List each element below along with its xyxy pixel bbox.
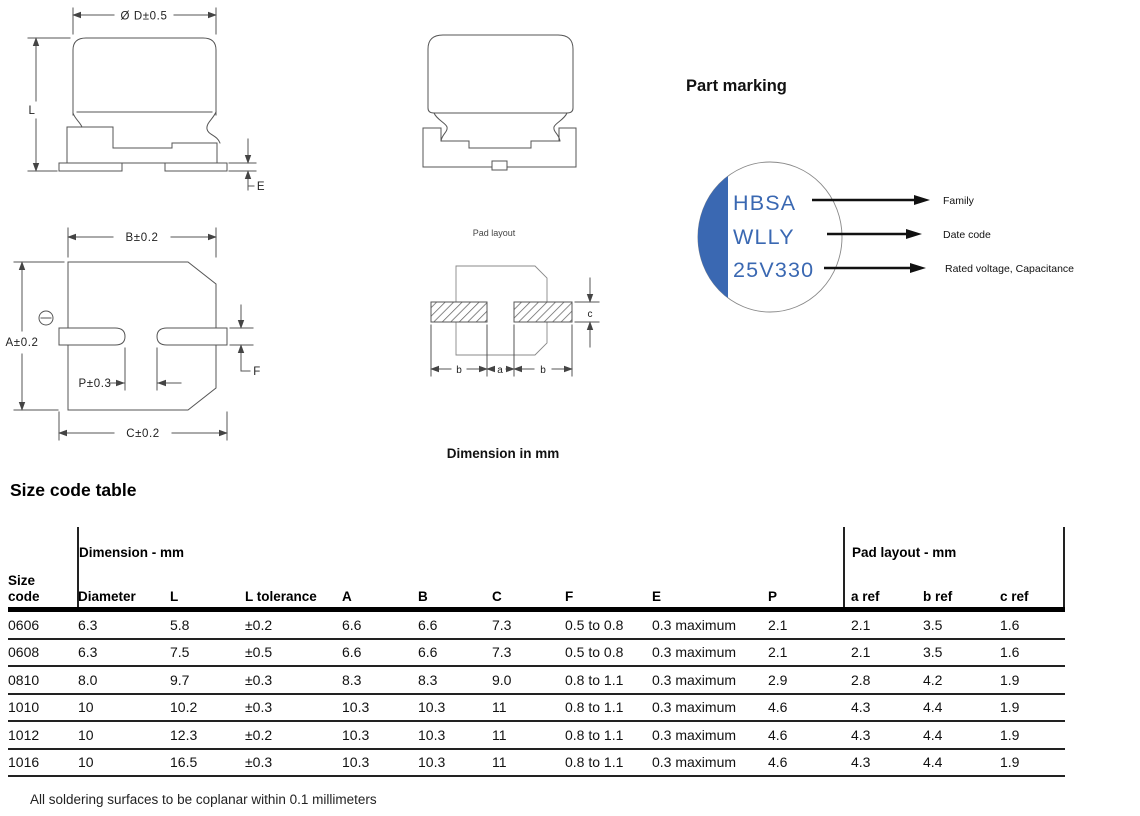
cell: 6.3 <box>78 644 98 661</box>
column-header-c-ref: c ref <box>1000 588 1029 604</box>
column-header-c: C <box>492 588 502 604</box>
column-header-diameter: Diameter <box>78 588 136 604</box>
pad-c-dimension-label: c <box>587 309 593 320</box>
diameter-dimension-label: Ø D±0.5 <box>120 10 168 23</box>
cell: 10.3 <box>342 699 370 716</box>
polarity-stripe <box>698 176 728 298</box>
a-dimension-label: A±0.2 <box>5 337 39 349</box>
cell: 7.5 <box>170 644 190 661</box>
cell: 10.3 <box>418 699 446 716</box>
cell: 10 <box>78 726 94 743</box>
cell: 2.1 <box>768 644 788 661</box>
cell: 10 <box>78 699 94 716</box>
column-header-e: E <box>652 588 662 604</box>
cell: 1.6 <box>1000 644 1020 661</box>
cell: 2.9 <box>768 671 788 688</box>
cell: 4.4 <box>923 726 943 743</box>
cell: 0810 <box>8 671 40 688</box>
callout-label-datecode: Date code <box>943 229 991 241</box>
cell: 1012 <box>8 726 40 743</box>
cell: 2.1 <box>768 616 788 633</box>
cell: 4.4 <box>923 699 943 716</box>
dimension-unit-note: Dimension in mm <box>446 446 560 461</box>
length-dimension-label: L <box>28 105 36 117</box>
cell: 4.6 <box>768 726 788 743</box>
cell: 1016 <box>8 754 40 771</box>
marking-line-datecode: WLLY <box>733 225 795 249</box>
cell: 0608 <box>8 644 40 661</box>
cell: 6.6 <box>342 616 362 633</box>
pad-layout-drawing <box>431 228 599 376</box>
cell: 4.3 <box>851 754 871 771</box>
f-dimension-label: F <box>253 366 261 378</box>
table-row <box>8 722 1065 750</box>
table-row <box>8 750 1065 778</box>
cell: 11 <box>492 699 507 716</box>
cell: 0.3 maximum <box>652 671 737 688</box>
b-dimension-label: B±0.2 <box>125 232 159 244</box>
column-header-l: L <box>170 588 179 604</box>
cell: 0.3 maximum <box>652 616 737 633</box>
marking-line-rating: 25V330 <box>733 258 815 282</box>
front-view-drawing <box>423 35 576 170</box>
callout-label-rating: Rated voltage, Capacitance <box>945 263 1074 275</box>
cell: 9.0 <box>492 671 512 688</box>
cell: 7.3 <box>492 644 512 661</box>
size-code-table <box>8 527 1065 777</box>
c-dimension-label: C±0.2 <box>126 428 160 440</box>
column-header-b-ref: b ref <box>923 588 953 604</box>
column-header-row <box>8 573 1065 605</box>
cell: 0.8 to 1.1 <box>565 671 624 688</box>
column-header-p: P <box>768 588 778 604</box>
cell: 0.3 maximum <box>652 699 737 716</box>
cell: 0.8 to 1.1 <box>565 726 624 743</box>
cell: ±0.5 <box>245 644 273 661</box>
cell: 0.5 to 0.8 <box>565 616 624 633</box>
cell: 6.6 <box>418 616 438 633</box>
table-row <box>8 667 1065 695</box>
column-header-size-code: Size code <box>8 572 40 604</box>
cell: ±0.3 <box>245 671 273 688</box>
cell: 10 <box>78 754 94 771</box>
cell: 2.1 <box>851 644 871 661</box>
cell: 4.3 <box>851 699 871 716</box>
cell: 16.5 <box>170 754 198 771</box>
cell: 0606 <box>8 616 40 633</box>
cell: 5.8 <box>170 616 190 633</box>
callout-arrow-rating <box>824 263 926 273</box>
polarity-minus-icon <box>39 311 53 325</box>
column-header-a: A <box>342 588 352 604</box>
cell: 10.3 <box>418 754 446 771</box>
cell: ±0.2 <box>245 726 273 743</box>
group-header-pad-layout: Pad layout - mm <box>852 545 957 560</box>
cell: 8.3 <box>342 671 362 688</box>
cell: 0.3 maximum <box>652 644 737 661</box>
cell: 7.3 <box>492 616 512 633</box>
cell: 1.9 <box>1000 671 1020 688</box>
side-view-drawing <box>28 8 265 193</box>
cell: 0.3 maximum <box>652 726 737 743</box>
cell: 10.3 <box>342 754 370 771</box>
cell: 4.3 <box>851 726 871 743</box>
cell: 3.5 <box>923 616 943 633</box>
part-marking-diagram <box>686 77 1074 312</box>
pad-layout-title: Pad layout <box>472 228 516 238</box>
part-marking-title: Part marking <box>686 77 787 95</box>
column-header-l-tolerance: L tolerance <box>245 588 317 604</box>
coplanarity-note: All soldering surfaces to be coplanar within 0.1 millimeters <box>30 792 377 807</box>
column-header-f: F <box>565 588 574 604</box>
cell: 8.0 <box>78 671 98 688</box>
cell: 6.3 <box>78 616 98 633</box>
cell: ±0.2 <box>245 616 273 633</box>
cell: 0.3 maximum <box>652 754 737 771</box>
cell: 6.6 <box>342 644 362 661</box>
cell: 10.3 <box>342 726 370 743</box>
cell: 4.6 <box>768 699 788 716</box>
table-row <box>8 695 1065 723</box>
cell: 9.7 <box>170 671 190 688</box>
marking-line-family: HBSA <box>733 191 797 215</box>
cell: 1.9 <box>1000 699 1020 716</box>
pad-b-left-dimension-label: b <box>456 365 462 376</box>
column-header-b: B <box>418 588 428 604</box>
cell: 4.6 <box>768 754 788 771</box>
table-header <box>8 527 1065 612</box>
cell: 4.2 <box>923 671 943 688</box>
cell: 12.3 <box>170 726 198 743</box>
cell: 11 <box>492 754 507 771</box>
table-row <box>8 640 1065 668</box>
cell: 4.4 <box>923 754 943 771</box>
cell: 10.2 <box>170 699 198 716</box>
p-dimension-label: P±0.3 <box>78 378 112 390</box>
cell: 2.8 <box>851 671 871 688</box>
cell: 0.8 to 1.1 <box>565 754 624 771</box>
bottom-view-drawing <box>6 228 261 440</box>
callout-label-family: Family <box>943 195 974 207</box>
cell: ±0.3 <box>245 699 273 716</box>
cell: 1.9 <box>1000 754 1020 771</box>
table-row <box>8 612 1065 640</box>
cell: 0.5 to 0.8 <box>565 644 624 661</box>
e-dimension-label: E <box>256 181 266 193</box>
group-header-dimension: Dimension - mm <box>79 545 185 560</box>
cell: 1.6 <box>1000 616 1020 633</box>
cell: 8.3 <box>418 671 438 688</box>
cell: 1.9 <box>1000 726 1020 743</box>
cell: 11 <box>492 726 507 743</box>
cell: ±0.3 <box>245 754 273 771</box>
pad-a-dimension-label: a <box>497 365 503 376</box>
size-code-table-title: Size code table <box>10 480 137 500</box>
cell: 6.6 <box>418 644 438 661</box>
pad-b-right-dimension-label: b <box>540 365 546 376</box>
column-header-a-ref: a ref <box>851 588 880 604</box>
cell: 10.3 <box>418 726 446 743</box>
cell: 0.8 to 1.1 <box>565 699 624 716</box>
cell: 3.5 <box>923 644 943 661</box>
cell: 1010 <box>8 699 40 716</box>
cell: 2.1 <box>851 616 871 633</box>
